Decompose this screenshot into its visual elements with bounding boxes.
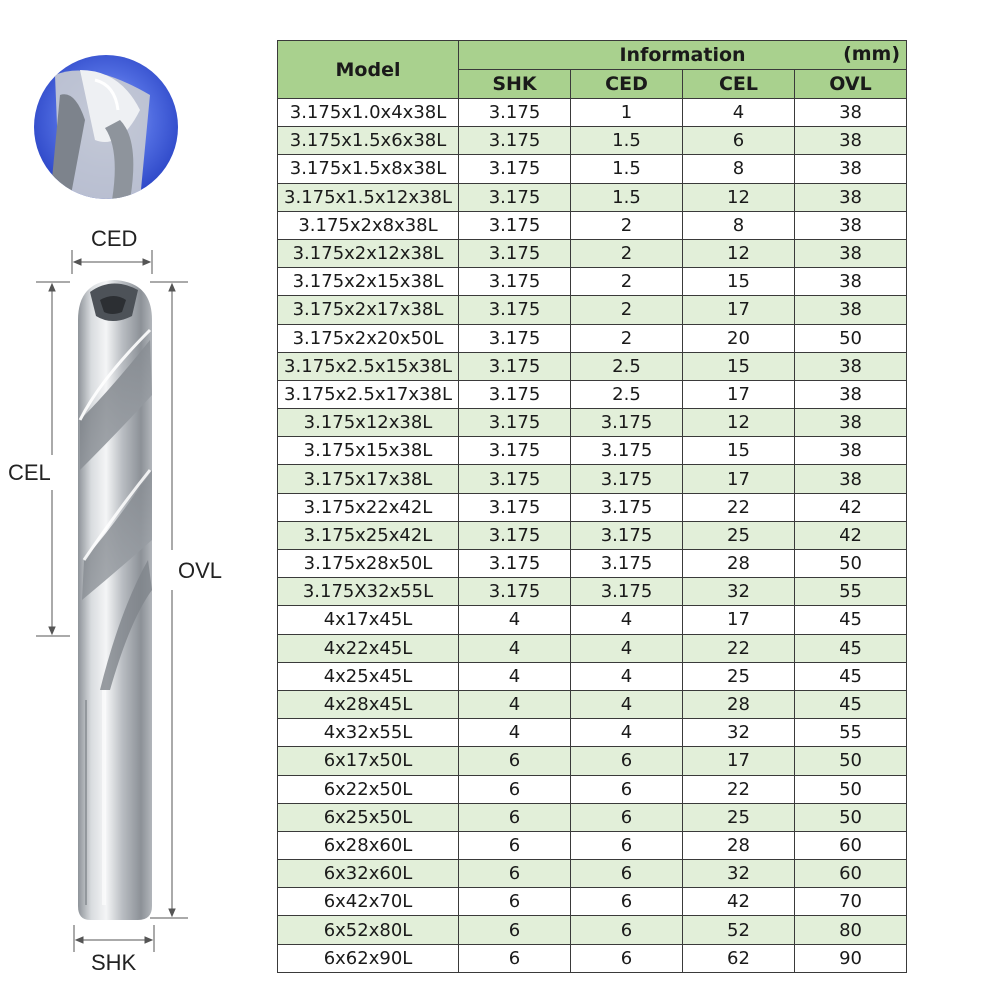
shk-label: SHK [91, 950, 137, 975]
cell-cel: 32 [683, 860, 795, 888]
cell-ovl: 45 [795, 690, 907, 718]
cell-model: 3.175x2x8x38L [278, 211, 459, 239]
cell-shk: 3.175 [459, 550, 571, 578]
cell-model: 6x17x50L [278, 747, 459, 775]
cell-model: 3.175x28x50L [278, 550, 459, 578]
cell-cel: 12 [683, 183, 795, 211]
cell-cel: 17 [683, 296, 795, 324]
cell-ced: 4 [571, 606, 683, 634]
table-row [278, 324, 907, 352]
cell-model: 6x22x50L [278, 775, 459, 803]
table-row [278, 747, 907, 775]
table-row [278, 888, 907, 916]
cell-model: 3.175x22x42L [278, 493, 459, 521]
cell-model: 3.175x2.5x17x38L [278, 380, 459, 408]
cell-ced: 4 [571, 690, 683, 718]
cell-ovl: 50 [795, 775, 907, 803]
cell-ced: 3.175 [571, 493, 683, 521]
cell-shk: 3.175 [459, 211, 571, 239]
cell-ced: 2 [571, 239, 683, 267]
header-cel: CEL [683, 70, 795, 99]
cell-ovl: 42 [795, 493, 907, 521]
specification-table [277, 40, 907, 973]
cell-shk: 3.175 [459, 155, 571, 183]
cell-model: 3.175x2.5x15x38L [278, 352, 459, 380]
cell-model: 6x32x60L [278, 860, 459, 888]
cell-shk: 6 [459, 860, 571, 888]
cell-ced: 1.5 [571, 183, 683, 211]
cell-shk: 3.175 [459, 352, 571, 380]
table-row [278, 916, 907, 944]
table-row [278, 690, 907, 718]
cell-shk: 6 [459, 831, 571, 859]
cell-shk: 6 [459, 888, 571, 916]
cell-ovl: 50 [795, 324, 907, 352]
cell-cel: 28 [683, 690, 795, 718]
cell-cel: 22 [683, 634, 795, 662]
cell-model: 3.175x1.5x8x38L [278, 155, 459, 183]
cell-ovl: 38 [795, 409, 907, 437]
cell-cel: 25 [683, 521, 795, 549]
table-row [278, 380, 907, 408]
cell-ovl: 38 [795, 352, 907, 380]
cell-ced: 6 [571, 775, 683, 803]
cell-ovl: 80 [795, 916, 907, 944]
cell-shk: 6 [459, 944, 571, 972]
table-row [278, 268, 907, 296]
header-model: Model [278, 41, 459, 99]
cell-ovl: 50 [795, 550, 907, 578]
table-row [278, 211, 907, 239]
cell-ovl: 38 [795, 155, 907, 183]
cell-model: 3.175x15x38L [278, 437, 459, 465]
cell-ovl: 55 [795, 719, 907, 747]
table-row [278, 944, 907, 972]
cell-ced: 2.5 [571, 352, 683, 380]
cell-shk: 4 [459, 606, 571, 634]
cell-ced: 3.175 [571, 437, 683, 465]
cell-ced: 6 [571, 888, 683, 916]
table-row [278, 183, 907, 211]
cell-shk: 3.175 [459, 324, 571, 352]
cell-shk: 6 [459, 803, 571, 831]
cell-ovl: 45 [795, 662, 907, 690]
table-row [278, 465, 907, 493]
cell-ovl: 45 [795, 606, 907, 634]
cell-cel: 25 [683, 662, 795, 690]
cell-cel: 62 [683, 944, 795, 972]
cell-shk: 3.175 [459, 268, 571, 296]
cell-shk: 3.175 [459, 239, 571, 267]
header-ced: CED [571, 70, 683, 99]
cell-model: 4x25x45L [278, 662, 459, 690]
cell-model: 6x42x70L [278, 888, 459, 916]
table-row [278, 352, 907, 380]
cell-model: 3.175x1.5x12x38L [278, 183, 459, 211]
cell-cel: 22 [683, 493, 795, 521]
cell-ced: 3.175 [571, 578, 683, 606]
cell-ovl: 38 [795, 380, 907, 408]
cell-ced: 2 [571, 324, 683, 352]
header-information [459, 41, 907, 70]
cell-ced: 4 [571, 719, 683, 747]
cell-model: 3.175x12x38L [278, 409, 459, 437]
table-row [278, 578, 907, 606]
specification-rows [278, 99, 907, 973]
cell-ovl: 70 [795, 888, 907, 916]
table-row [278, 493, 907, 521]
table-row [278, 296, 907, 324]
header-information-label: Information [619, 44, 746, 66]
cell-ovl: 38 [795, 127, 907, 155]
table-row [278, 437, 907, 465]
cell-ced: 6 [571, 860, 683, 888]
cell-ovl: 42 [795, 521, 907, 549]
cell-ovl: 60 [795, 831, 907, 859]
tip-closeup-icon [34, 55, 178, 200]
header-unit: (mm) [843, 43, 901, 65]
cell-cel: 32 [683, 578, 795, 606]
cell-shk: 3.175 [459, 578, 571, 606]
table-row [278, 606, 907, 634]
cell-shk: 4 [459, 634, 571, 662]
table-row [278, 860, 907, 888]
cell-model: 4x17x45L [278, 606, 459, 634]
table-row [278, 99, 907, 127]
cell-cel: 12 [683, 239, 795, 267]
cell-model: 3.175x1.5x6x38L [278, 127, 459, 155]
cell-shk: 3.175 [459, 183, 571, 211]
cell-ced: 2.5 [571, 380, 683, 408]
cell-model: 4x22x45L [278, 634, 459, 662]
cell-cel: 6 [683, 127, 795, 155]
cell-ced: 3.175 [571, 409, 683, 437]
cell-model: 3.175x2x15x38L [278, 268, 459, 296]
cell-ovl: 60 [795, 860, 907, 888]
cell-ovl: 50 [795, 747, 907, 775]
ced-label: CED [91, 226, 138, 251]
cell-cel: 8 [683, 155, 795, 183]
cell-ovl: 45 [795, 634, 907, 662]
cell-ovl: 38 [795, 239, 907, 267]
cell-cel: 17 [683, 747, 795, 775]
cell-ced: 6 [571, 916, 683, 944]
cell-model: 3.175x2x20x50L [278, 324, 459, 352]
end-mill-body-icon [78, 280, 152, 920]
cell-ced: 6 [571, 944, 683, 972]
header-shk: SHK [459, 70, 571, 99]
cell-cel: 25 [683, 803, 795, 831]
table-row [278, 719, 907, 747]
cell-ced: 3.175 [571, 521, 683, 549]
cell-shk: 4 [459, 662, 571, 690]
table-row [278, 239, 907, 267]
ovl-label: OVL [178, 558, 223, 583]
cell-ced: 2 [571, 296, 683, 324]
cell-ced: 1.5 [571, 155, 683, 183]
cell-ced: 6 [571, 747, 683, 775]
cell-cel: 15 [683, 437, 795, 465]
cell-shk: 3.175 [459, 409, 571, 437]
cell-model: 6x52x80L [278, 916, 459, 944]
cell-cel: 42 [683, 888, 795, 916]
cell-ovl: 38 [795, 183, 907, 211]
shk-dimension [74, 925, 154, 952]
cell-cel: 15 [683, 352, 795, 380]
cell-model: 6x25x50L [278, 803, 459, 831]
cell-cel: 12 [683, 409, 795, 437]
cell-shk: 4 [459, 690, 571, 718]
cell-shk: 3.175 [459, 127, 571, 155]
cell-ovl: 38 [795, 296, 907, 324]
table-row [278, 155, 907, 183]
table-row [278, 127, 907, 155]
cell-cel: 17 [683, 380, 795, 408]
cell-ovl: 38 [795, 465, 907, 493]
cell-model: 3.175x2x12x38L [278, 239, 459, 267]
cell-shk: 3.175 [459, 437, 571, 465]
cell-shk: 3.175 [459, 521, 571, 549]
cell-ced: 4 [571, 662, 683, 690]
cell-shk: 3.175 [459, 493, 571, 521]
cell-cel: 22 [683, 775, 795, 803]
cell-ced: 2 [571, 268, 683, 296]
cell-shk: 3.175 [459, 380, 571, 408]
table-row [278, 831, 907, 859]
cell-ced: 6 [571, 803, 683, 831]
cell-ovl: 38 [795, 268, 907, 296]
cell-shk: 3.175 [459, 99, 571, 127]
header-ovl: OVL [795, 70, 907, 99]
cell-ced: 2 [571, 211, 683, 239]
cell-cel: 8 [683, 211, 795, 239]
ovl-dimension [150, 282, 188, 918]
cell-ced: 3.175 [571, 550, 683, 578]
cell-cel: 17 [683, 465, 795, 493]
cell-shk: 3.175 [459, 296, 571, 324]
table-row [278, 775, 907, 803]
cell-model: 3.175x25x42L [278, 521, 459, 549]
cell-model: 3.175x17x38L [278, 465, 459, 493]
table-row [278, 521, 907, 549]
cell-ovl: 38 [795, 437, 907, 465]
cell-ovl: 38 [795, 99, 907, 127]
cell-model: 3.175X32x55L [278, 578, 459, 606]
cell-shk: 6 [459, 916, 571, 944]
table-row [278, 409, 907, 437]
cell-cel: 52 [683, 916, 795, 944]
cell-ced: 1 [571, 99, 683, 127]
end-mill-illustration [0, 0, 270, 1000]
cell-cel: 15 [683, 268, 795, 296]
cell-ovl: 50 [795, 803, 907, 831]
cell-ced: 6 [571, 831, 683, 859]
cell-cel: 28 [683, 550, 795, 578]
cell-shk: 3.175 [459, 465, 571, 493]
table-row [278, 634, 907, 662]
cell-ced: 3.175 [571, 465, 683, 493]
cell-shk: 6 [459, 747, 571, 775]
cell-shk: 6 [459, 775, 571, 803]
cell-ced: 1.5 [571, 127, 683, 155]
cell-cel: 17 [683, 606, 795, 634]
cell-model: 6x28x60L [278, 831, 459, 859]
cell-cel: 32 [683, 719, 795, 747]
cell-cel: 28 [683, 831, 795, 859]
table-row [278, 803, 907, 831]
cell-ovl: 55 [795, 578, 907, 606]
cell-model: 4x32x55L [278, 719, 459, 747]
table-row [278, 662, 907, 690]
cell-model: 3.175x2x17x38L [278, 296, 459, 324]
table-row [278, 550, 907, 578]
cel-dimension [36, 282, 70, 636]
cell-cel: 4 [683, 99, 795, 127]
cell-shk: 4 [459, 719, 571, 747]
cell-model: 6x62x90L [278, 944, 459, 972]
cell-model: 3.175x1.0x4x38L [278, 99, 459, 127]
cell-ced: 4 [571, 634, 683, 662]
ced-dimension [72, 250, 152, 274]
cell-ovl: 38 [795, 211, 907, 239]
cel-label: CEL [8, 460, 51, 485]
cell-cel: 20 [683, 324, 795, 352]
cell-ovl: 90 [795, 944, 907, 972]
cell-model: 4x28x45L [278, 690, 459, 718]
